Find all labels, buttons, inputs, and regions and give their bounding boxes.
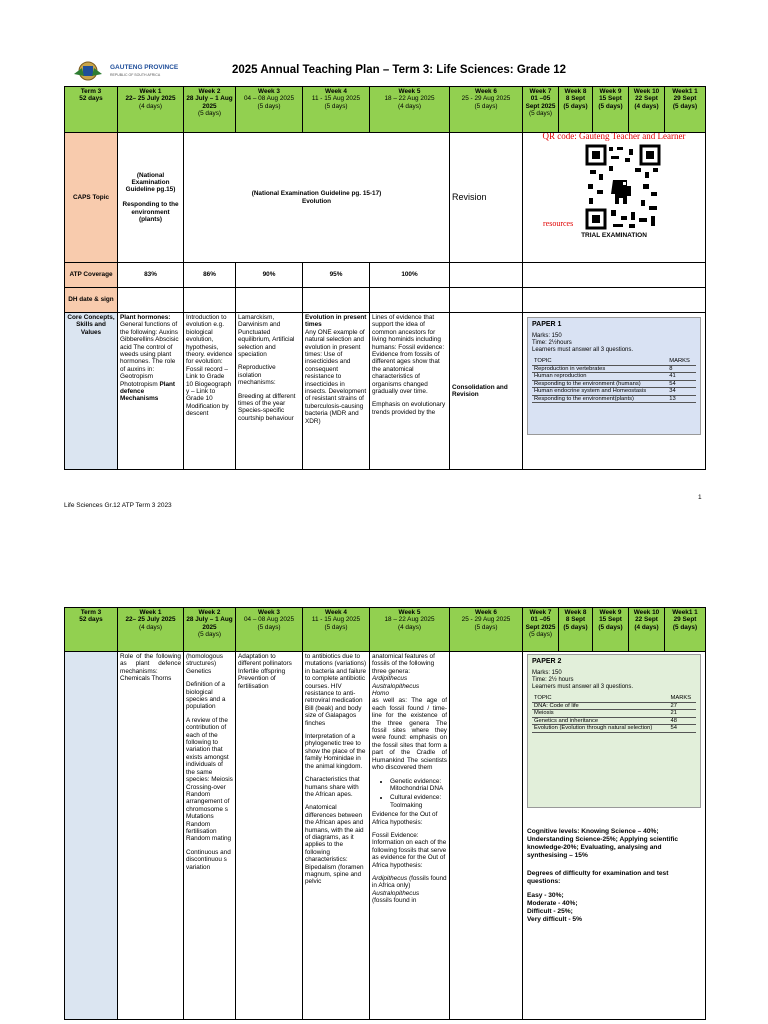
core-week-1: Plant hormones: General functions of the following: Auxins Gibberellins Abscisic acid The control of weeds using plant hormones. The role of auxins in: Geotropism Phototropism Plant defence Mechanisms <box>118 313 184 470</box>
qr-code-icon[interactable] <box>585 144 661 230</box>
caps-week-2-5: (National Examination Guideline pg. 15-17) Evolution <box>184 133 450 263</box>
gauteng-logo <box>70 60 180 82</box>
core-week-5: Lines of evidence that support the idea of common ancestors for living hominids including humans: Fossil evidence: Evidence from fossils of different ages show that the anatomical characteristics of organisms changed gradually over time. Emphasis on evolutionary trends provided by the <box>370 313 450 470</box>
caps-week-1: (National Examination Guideline pg.15) Responding to the environment (plants) <box>118 133 184 263</box>
page-number: 1 <box>698 494 702 501</box>
core-concepts-row-2 <box>65 652 706 1020</box>
atp-week-3: 90% <box>236 263 303 288</box>
difficulty-list: Easy - 30%; Moderate - 40%; Difficult - 25%; Very difficult - 5% <box>527 892 582 923</box>
week-3-header: Week 3 04 – 08 Aug 2025 (5 days) <box>236 87 303 133</box>
core-label-2 <box>65 652 118 1020</box>
week-header-row <box>65 87 706 133</box>
core-week-4: Evolution in present times Any ONE example of natural selection and evolution in present times: Use of insecticides and consequent resistance to insecticides in insects. Development of resistant strains of tuberculosis-causing bacteria (MDR and XDR) <box>303 313 370 470</box>
week-4-header: Week 4 11 - 15 Aug 2025 (5 days) <box>303 87 370 133</box>
p2-week-5: anatomical features of fossils of the following three genera: Ardipithecus Australopithecus Homo as well as: The age of each fossil found / time-line for the existence of the three genera The fossil sites where they were found: emphasis on the fossil sites that form a part of the Cradle of Humankind The scientists who discovered them • Genetic evidence: Mitochondrial DNA • Cultural evidence: Toolmaking Evidence for the Out of Africa hypothesis: Fossil Evidence: Information on each of the following fossils that serve as evidence for the Out of Africa hypothesis: Ardipithecus (fossils found in Africa only) Australopithecus (fossils found in <box>370 652 450 1020</box>
paper-2-box: PAPER 2 Marks: 150 Time: 2½ hours Learners must answer all 3 questions. TOPIC MARKS DNA: Code of life 27 Meiosis 21 Genetics and inheritance 48 Evolution (Evolution through natural selection) 54 <box>527 654 701 808</box>
paper-2-cell <box>523 652 706 1020</box>
difficulty-title: Degrees of difficulty for examination and test questions: <box>527 870 669 885</box>
atp-week-1: 83% <box>118 263 184 288</box>
week-7-header: Week 7 01 –05 Sept 2025 (5 days) <box>523 87 559 133</box>
consolidation-cell: Consolidation and Revision <box>450 313 523 470</box>
caps-trial-cell <box>523 133 706 263</box>
qr-title: QR code: Gauteng Teacher and Learner <box>542 132 686 141</box>
cognitive-levels: Cognitive levels: Knowing Science – 40%; Understanding Science-25%; Applying scientific knowledge-20%; Evaluating, analysing and synthesising – 15% <box>527 828 679 859</box>
core-concepts-row <box>65 313 706 470</box>
week-11-header: Week1 1 29 Sept (5 days) <box>665 87 706 133</box>
paper-1-cell <box>523 313 706 470</box>
core-week-3: Lamarckism, Darwinism and Punctuated equilibrium, Artificial selection and speciation Reproductive isolation mechanisms: Breeding at different times of the year Species-specific courtship behaviour <box>236 313 303 470</box>
caps-revision: Revision <box>450 133 523 263</box>
dh-label: DH date & sign <box>65 288 118 313</box>
week-header-row-2: Term 3 52 days Week 1 22– 25 July 2025 (4 days) Week 2 28 July – 1 Aug 2025 (5 days) Week 3 04 – 08 Aug 2025 (5 days) Week 4 11 - 15 Aug 2025 (5 days) Week 5 18 – 22 Aug 2025 (4 days) Week 6 25 - 29 Aug 2025 (5 days) Week 7 01 –05 Sept 2025 (5 days) Week 8 8 Sept (5 days) Week 9 15 Sept (5 days) Week 10 22 Sept (4 days) Week1 1 29 Sept (5 days) <box>65 608 706 652</box>
week-8-header: Week 8 8 Sept (5 days) <box>559 87 593 133</box>
logo-subtext: REPUBLIC OF SOUTH AFRICA <box>110 73 161 77</box>
week-10-header: Week 10 22 Sept (4 days) <box>629 87 665 133</box>
week-1-header: Week 1 22– 25 July 2025 (4 days) <box>118 87 184 133</box>
p2-week-1: Role of the following as plant defence mechanisms: Chemicals Thorns <box>118 652 184 1020</box>
paper-1-box: PAPER 1 Marks: 150 Time: 2½hours Learners must answer all 3 questions. TOPIC MARKS Reproduction in vertebrates 8 Human reproduction 41 Responding to the environment (humans) 54 Human endocrine system and Homeostasis 34 Responding to the environment(plants) 13 <box>527 317 701 435</box>
p2-week-3: Adaptation to different pollinators Infertile offspring Prevention of fertilisation <box>236 652 303 1020</box>
week-2-header: Week 2 28 July – 1 Aug 2025 (5 days) <box>184 87 236 133</box>
page-footer: Life Sciences Gr.12 ATP Term 3 2023 <box>64 502 172 509</box>
paper-2-table: TOPIC MARKS DNA: Code of life 27 Meiosis 21 Genetics and inheritance 48 Evolution (Evolution through natural selection) 54 <box>532 695 696 733</box>
atp-table-page1 <box>64 86 706 470</box>
atp-week-2: 86% <box>184 263 236 288</box>
week-5-header: Week 5 18 – 22 Aug 2025 (4 days) <box>370 87 450 133</box>
caps-topic-row <box>65 133 706 263</box>
p2-week-4: to antibiotics due to mutations (variations) in bacteria and failure to complete antibiotic courses. HIV resistance to anti-retroviral medication Bill (beak) and body size of Galapagos finches Interpretation of a phylogenetic tree to show the place of the family Hominidae in the animal kingdom. Characteristics that humans share with the African apes. Anatomical differences between the African apes and humans, with the aid of diagrams, as it applies to the following characteristics: Bipedalism (foramen magnum, spine and pelvic <box>303 652 370 1020</box>
caps-topic-label: CAPS Topic <box>65 133 118 263</box>
term-cell: Term 3 52 days <box>65 87 118 133</box>
trial-exam-label: TRIAL EXAMINATION <box>581 232 647 240</box>
atp-week-4: 95% <box>303 263 370 288</box>
p2-week-6 <box>450 652 523 1020</box>
week-9-header: Week 9 15 Sept (5 days) <box>593 87 629 133</box>
qr-resources: resources <box>543 219 574 229</box>
week-6-header: Week 6 25 - 29 Aug 2025 (5 days) <box>450 87 523 133</box>
atp-week-5: 100% <box>370 263 450 288</box>
atp-coverage-label: ATP Coverage <box>65 263 118 288</box>
atp-table-page2 <box>64 607 706 1020</box>
dh-row <box>65 288 706 313</box>
core-week-2: Introduction to evolution e.g. biological evolution, hypothesis, theory. evidence for evolution: Fossil record – Link to Grade 10 Biogeograph y – Link to Grade 10 Modification by descent <box>184 313 236 470</box>
page-title: 2025 Annual Teaching Plan – Term 3: Life Sciences: Grade 12 <box>232 64 567 76</box>
logo-text: GAUTENG PROVINCE <box>110 64 179 71</box>
atp-coverage-row <box>65 263 706 288</box>
paper-1-table: TOPIC MARKS Reproduction in vertebrates 8 Human reproduction 41 Responding to the environment (humans) 54 Human endocrine system and Homeostasis 34 Responding to the environment(plants) 13 <box>532 358 696 403</box>
core-label: Core Concepts, Skills and Values <box>65 313 118 470</box>
p2-week-2: (homologous structures) Genetics Definition of a biological species and a population A review of the contribution of each of the following to variation that exists amongst individuals of the same species: Meiosis Crossing-over Random arrangement of chromosome s Mutations Random fertilisation Random mating Continuous and discontinuou s variation <box>184 652 236 1020</box>
